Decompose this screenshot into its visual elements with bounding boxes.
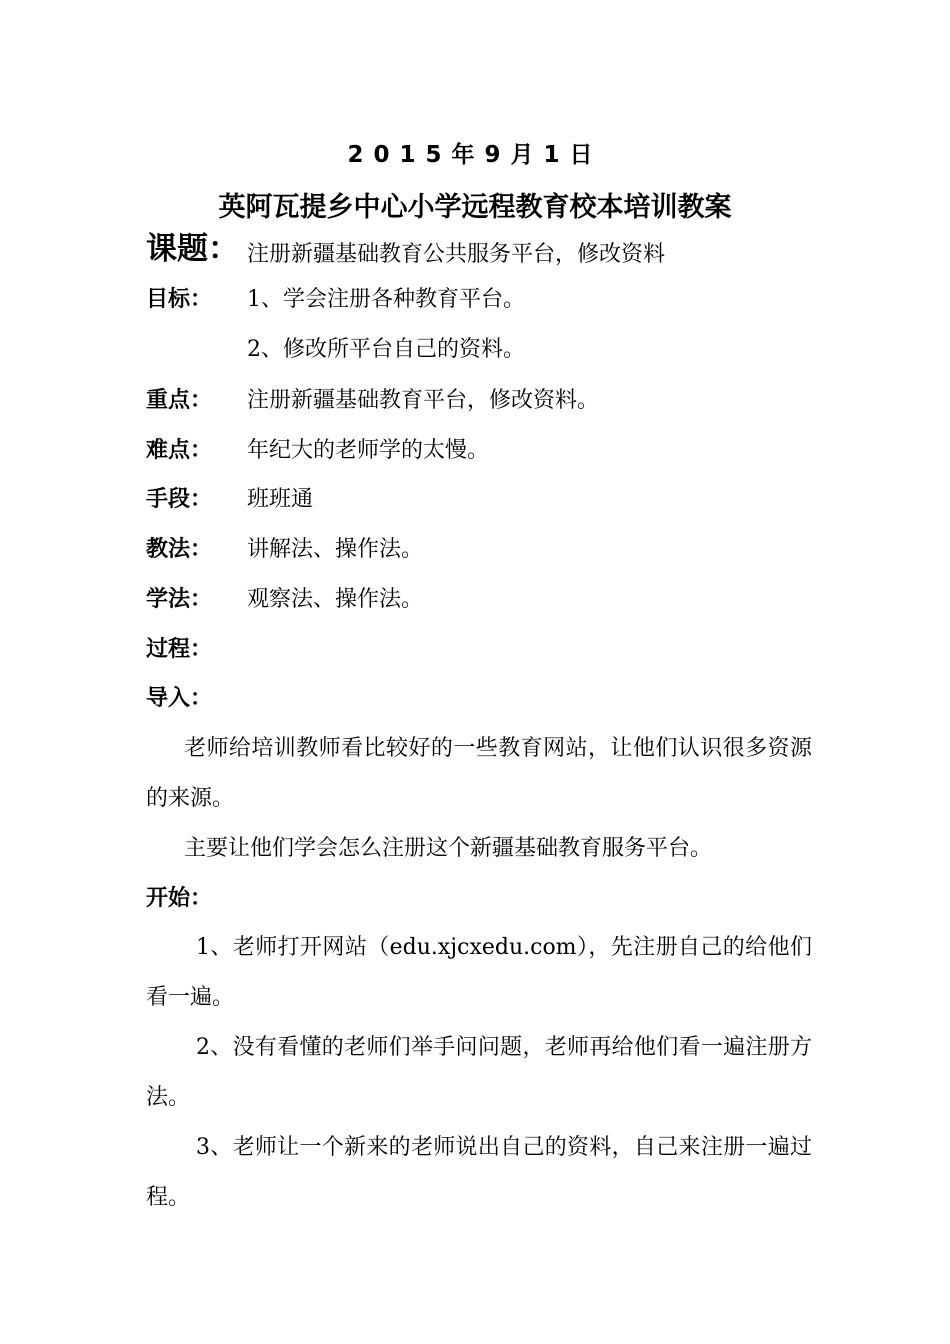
document-title: 英阿瓦提乡中心小学远程教育校本培训教案 bbox=[218, 192, 732, 223]
start-step-2: 2、没有看懂的老师们举手问问题，老师再给他们看一遍注册方法。 bbox=[146, 1035, 812, 1110]
lesson-date: 2015年9月1日 bbox=[347, 142, 603, 168]
intro-paragraph-2: 主要让他们学会怎么注册这个新疆基础教育服务平台。 bbox=[184, 836, 713, 861]
start-label: 开始： bbox=[146, 886, 213, 911]
teaching-method-value: 讲解法、操作法。 bbox=[247, 537, 424, 562]
difficulty-label: 难点： bbox=[146, 438, 213, 463]
goal-item-1: 1、学会注册各种教育平台。 bbox=[247, 287, 525, 312]
process-label: 过程： bbox=[146, 637, 213, 662]
learning-method-label: 学法： bbox=[146, 587, 213, 612]
topic-label: 课题： bbox=[146, 231, 239, 267]
start-step-1: 1、老师打开网站（edu.xjcxedu.com），先注册自己的给他们看一遍。 bbox=[146, 935, 812, 1010]
key-point-label: 重点： bbox=[146, 388, 213, 413]
intro-paragraph-1: 老师给培训教师看比较好的一些教育网站，让他们认识很多资源的来源。 bbox=[146, 736, 812, 811]
key-point-value: 注册新疆基础教育平台，修改资料。 bbox=[247, 388, 600, 413]
learning-method-value: 观察法、操作法。 bbox=[247, 587, 424, 612]
topic-value: 注册新疆基础教育公共服务平台，修改资料 bbox=[247, 242, 666, 267]
means-label: 手段： bbox=[146, 487, 213, 512]
goal-item-2: 2、修改所平台自己的资料。 bbox=[247, 337, 525, 362]
intro-label: 导入： bbox=[146, 686, 213, 711]
means-value: 班班通 bbox=[247, 487, 314, 512]
start-step-3: 3、老师让一个新来的老师说出自己的资料，自己来注册一遍过程。 bbox=[146, 1135, 812, 1210]
goal-label: 目标： bbox=[146, 287, 213, 312]
difficulty-value: 年纪大的老师学的太慢。 bbox=[247, 438, 490, 463]
teaching-method-label: 教法： bbox=[146, 537, 213, 562]
